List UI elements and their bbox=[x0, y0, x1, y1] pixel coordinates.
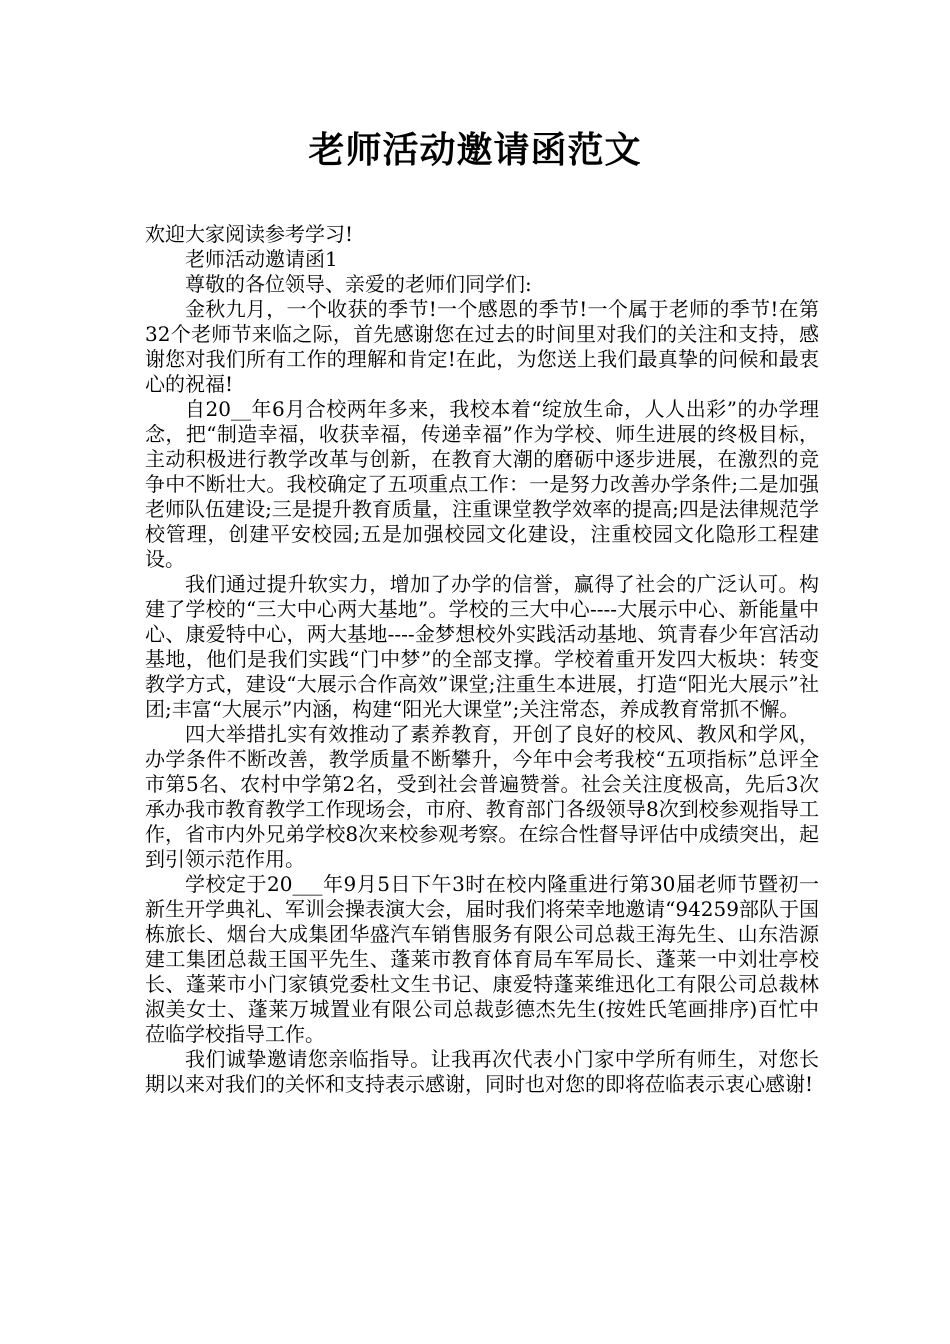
body-paragraph: 我们诚挚邀请您亲临指导。让我再次代表小门家中学所有师生，对您长期以来对我们的关怀和支持表示感谢，同时也对您的即将莅临表示衷心感谢! bbox=[145, 1047, 819, 1096]
body-paragraph: 四大举措扎实有效推动了素养教育，开创了良好的校风、教风和学风，办学条件不断改善，教学质量不断攀升，今年中会考我校“五项指标”总评全市第5名、农村中学第2名，受到社会普遍赞誉。社会关注度极高，先后3次承办我市教育教学工作现场会，市府、教育部门各级领导8次到校参观指导工作，省市内外兄弟学校8次来校参观考察。在综合性督导评估中成绩突出，起到引领示范作用。 bbox=[145, 722, 819, 871]
body-paragraph: 自20__年6月合校两年多来，我校本着“绽放生命，人人出彩”的办学理念，把“制造幸福，收获幸福，传递幸福”作为学校、师生进展的终极目标，主动积极进行教学改革与创新，在教育大潮的磨砺中逐步进展，在激烈的竞争中不断壮大。我校确定了五项重点工作：一是努力改善办学条件;二是加强老师队伍建设;三是提升教育质量，注重课堂教学效率的提高;四是法律规范学校管理，创建平安校园;五是加强校园文化建设，注重校园文化隐形工程建设。 bbox=[145, 397, 819, 571]
body-paragraph: 学校定于20___年9月5日下午3时在校内隆重进行第30届老师节暨初一新生开学典礼、军训会操表演大会，届时我们将荣幸地邀请“94259部队于国栋旅长、烟台大成集团华盛汽车销售服务有限公司总裁王海先生、山东浩源建工集团总裁王国平先生、蓬莱市教育体育局车军局长、蓬莱一中刘壮亭校长、蓬莱市小门家镇党委杜文生书记、康爱特蓬莱维迅化工有限公司总裁林淑美女士、蓬莱万城置业有限公司总裁彭德杰先生(按姓氏笔画排序)百忙中莅临学校指导工作。 bbox=[145, 872, 819, 1046]
letter-heading: 老师活动邀请函1 bbox=[185, 247, 338, 271]
body-paragraph: 金秋九月，一个收获的季节!一个感恩的季节!一个属于老师的季节!在第32个老师节来临之际，首先感谢您在过去的时间里对我们的关注和支持，感谢您对我们所有工作的理解和肯定!在此，为您送上我们最真挚的问候和最衷心的祝福! bbox=[145, 297, 819, 396]
salutation: 尊敬的各位领导、亲爱的老师们同学们: bbox=[185, 272, 532, 296]
document-title: 老师活动邀请函范文 bbox=[308, 130, 642, 171]
greeting-line: 欢迎大家阅读参考学习! bbox=[145, 222, 354, 246]
body-paragraph: 我们通过提升软实力，增加了办学的信誉，赢得了社会的广泛认可。构建了学校的“三大中心两大基地”。学校的三大中心----大展示中心、新能量中心、康爱特中心，两大基地----金梦想校外实践活动基地、筑青春少年宫活动基地，他们是我们实践“门中梦”的全部支撑。学校着重开发四大板块：转变教学方式，建设“大展示合作高效”课堂;注重生本进展，打造“阳光大展示”社团;丰富“大展示”内涵，构建“阳光大课堂”;关注常态，养成教育常抓不懈。 bbox=[145, 572, 819, 721]
document-body bbox=[145, 222, 819, 1097]
